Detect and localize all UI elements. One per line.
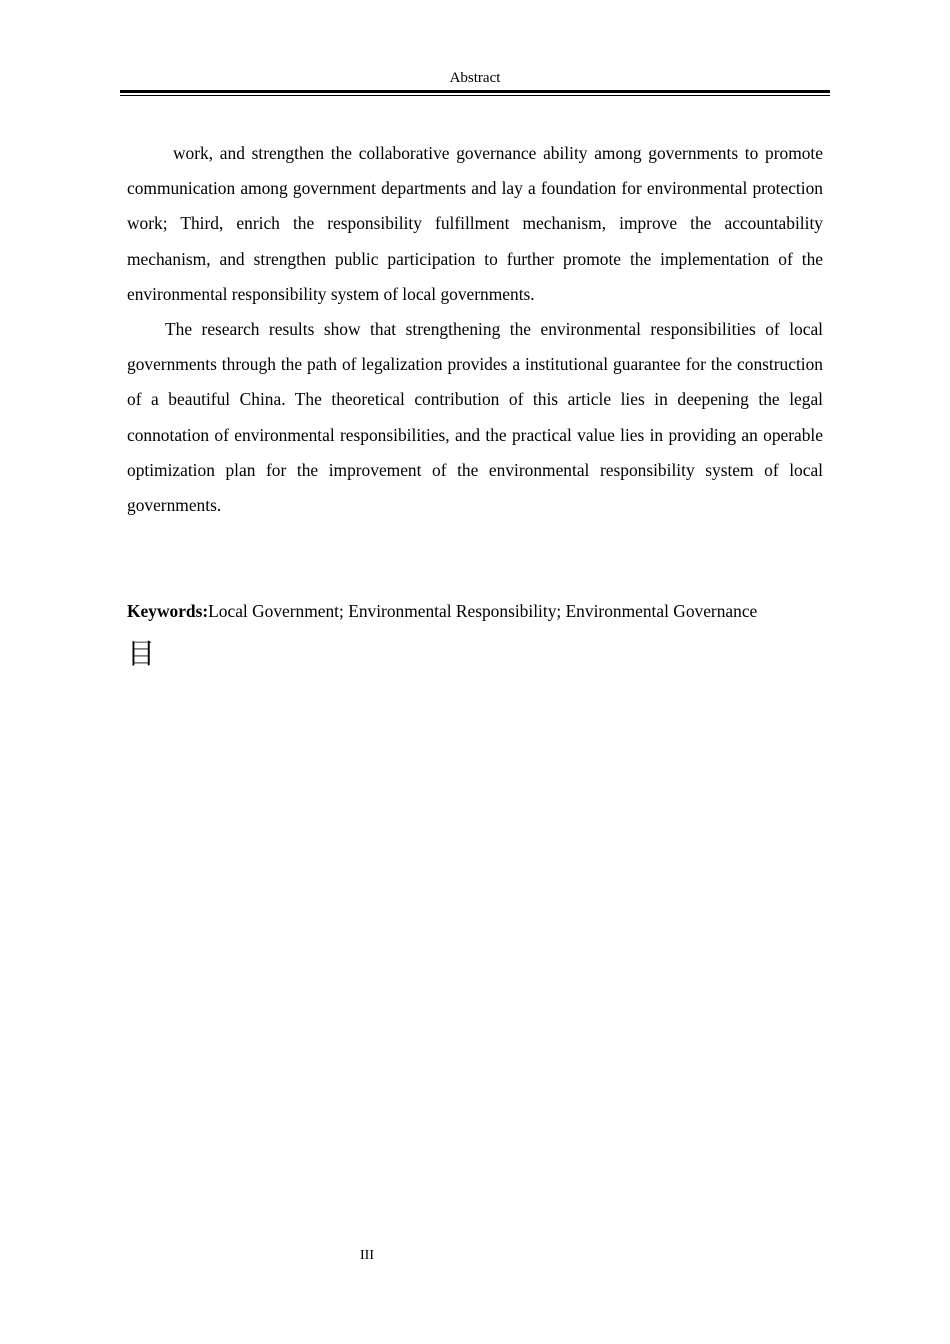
abstract-body (127, 136, 823, 523)
page-header-title: Abstract (449, 70, 501, 86)
keywords-line (127, 597, 837, 625)
keywords-label: Keywords: (127, 601, 209, 621)
page-number: III (360, 1248, 374, 1263)
abstract-paragraph-results: The research results show that strengthening the environmental responsibilities of local governments through the path of legalization provides a institutional guarantee for the construction of a beautiful China. The theoretical contribution of this article lies in deepening the legal connotation of environmental responsibilities, and the practical value lies in providing an operable optimization plan for the improvement of the environmental responsibility system of local governments. (127, 319, 823, 516)
header-double-rule (120, 90, 830, 96)
toc-heading-fragment: 目 (127, 637, 156, 670)
abstract-paragraph-continued: work, and strengthen the collaborative governance ability among governments to promote communication among government departments and lay a foundation for environmental protection work; Third, enrich the responsibility fulfillment mechanism, improve the accountability mechanism, and strengthen public participation to further promote the implementation of the environmental responsibility system of local governments. (127, 143, 823, 304)
keywords-value: Local Government; Environmental Responsibility; Environmental Governance (208, 601, 758, 621)
